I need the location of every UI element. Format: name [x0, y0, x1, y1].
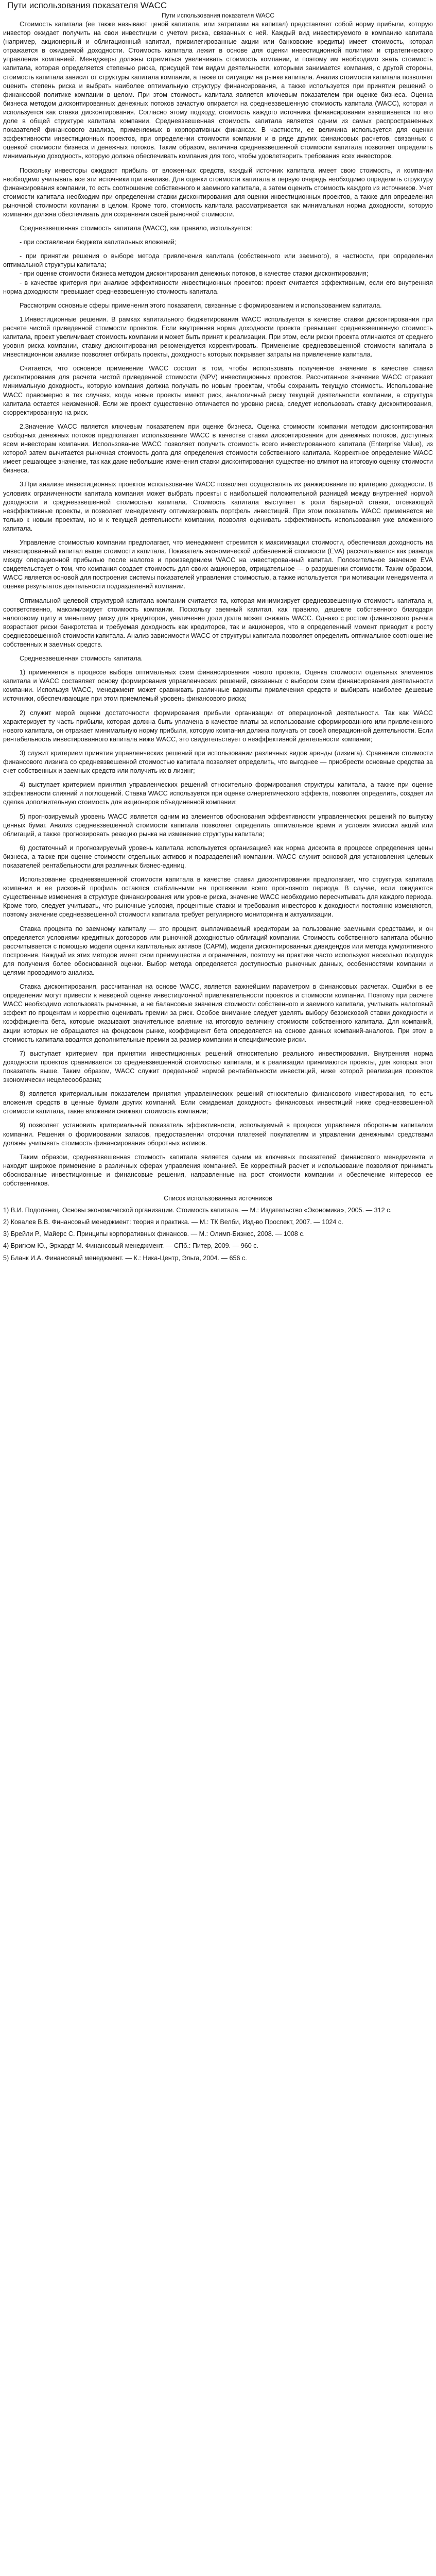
list-item: - при составлении бюджета капитальных вложений; — [20, 239, 177, 246]
references-list — [3, 1206, 433, 1262]
reference-item: 1) В.И. Подолянец. Основы экономической организации. Стоимость капитала. — М.: Издательство «Экономика», 2005. — 312 с. — [3, 1207, 392, 1214]
list-item: 5) прогнозируемый уровень WACC является одним из элементов обоснования эффективности управленческих решений по выпуску ценных бумаг. Анализ средневзвешенной стоимости капитала позволяет определить оптимальное время и условия эмиссии акций или облигаций, а также прогнозировать реакцию рынка на изменение структуры капитала; — [3, 812, 433, 838]
list-item: 4) выступает критерием принятия управленческих решений относительно формирования структуры капитала, а также при оценке эффективности слияний и поглощений. Ставка WACC используется при оценке синергетического эффекта, позволяя определить, создает ли сделка дополнительную стоимость для акционеров объединенной компании; — [3, 781, 433, 806]
paragraph: Ставка процента по заемному капиталу — это процент, выплачиваемый кредиторам за пользование заемными средствами, и он определяется условиями кредитных договоров или рыночной доходностью облигаций компании. Стоимость собственного капитала обычно рассчитывается с помощью модели оценки капитальных активов (CAPM), модели дисконтированных дивидендов или метода кумулятивного построения. Каждый из этих методов имеет свои преимущества и ограничения, поэтому на практике часто используют несколько подходов для получения более обоснованной оценки. Выбор метода определяется доступностью рыночных данных, особенностями компании и целями проводимого анализа. — [3, 925, 433, 976]
list-item: 1) применяется в процессе выбора оптимальных схем финансирования нового проекта. Оценка стоимости отдельных элементов капитала и WACC составляет основу формирования управленческих решений, связанных с выбором схем финансирования деятельности компании. Используя WACC, менеджмент может сравнивать различные варианты привлечения средств и выбирать наиболее дешевые источники, обеспечивающие при этом приемлемый уровень финансового риска; — [3, 669, 433, 703]
list-item: - при принятии решения о выборе метода привлечения капитала (собственного или заемного), в частности, при определении оптимальной структуры капитала; — [3, 252, 433, 269]
article-body — [3, 20, 433, 1263]
document-page — [0, 0, 436, 1268]
paragraph: Считается, что основное применение WACC состоит в том, чтобы использовать полученное значение в качестве ставки дисконтирования для расчета чистой приведенной стоимости (NPV) инвестиционных проектов. Рассчитанное значение WACC отражает минимальную доходность, которую компания должна получать по новым проектам, чтобы сохранить текущую стоимость. Использование WACC правомерно в тех случаях, когда новые проекты имеют риск, аналогичный риску текущей деятельности компании, а структура капитала остается неизменной. Если же проект существенно отличается по уровню риска, следует использовать ставку дисконтирования, скорректированную на риск. — [3, 365, 433, 416]
reference-item: 5) Бланк И.А. Финансовый менеджмент. — К.: Ника-Центр, Эльга, 2004. — 656 с. — [3, 1254, 247, 1262]
list-item: 2) служит мерой оценки достаточности формирования прибыли организации от операционной деятельности. Так как WACC характеризует ту часть прибыли, которая должна быть уплачена в качестве платы за использование сформированного или привлеченного нового капитала, он отражает минимальную норму прибыли, которую компания должна получать от своей операционной деятельности. Если рентабельность инвестированного капитала ниже WACC, это свидетельствует о неэффективной деятельности компании; — [3, 709, 433, 743]
list-item: 7) выступает критерием при принятии инвестиционных решений относительно реального инвестирования. Внутренняя норма доходности проектов сравнивается со средневзвешенной стоимостью капитала, и к реализации принимаются проекты, для которых этот показатель выше. Таким образом, WACC служит предельной нормой рентабельности инвестиций, ниже которой реализация проектов экономически нецелесообразна; — [3, 1049, 433, 1084]
paragraph: Использование средневзвешенной стоимости капитала в качестве ставки дисконтирования предполагает, что структура капитала компании и ее рисковый профиль остаются стабильными на протяжении всего прогнозного периода. В случае, если ожидаются существенные изменения в структуре финансирования или уровне риска, значение WACC необходимо пересчитывать для каждого периода. Кроме того, следует учитывать, что рыночные условия, процентные ставки и требования инвесторов к доходности постоянно изменяются, поэтому значение средневзвешенной стоимости капитала требует регулярного мониторинга и актуализации. — [3, 876, 433, 919]
paragraph: 3.При анализе инвестиционных проектов использование WACC позволяет осуществлять их ранжирование по критерию доходности. В условиях ограниченности капитала компания может выбрать проекты с наибольшей положительной разницей между внутренней нормой доходности и средневзвешенной стоимостью капитала. Стоимость капитала выступает в роли барьерной ставки, отсекающей неэффективные проекты, и позволяет менеджменту оптимизировать портфель инвестиций. При этом показатель WACC применяется не только к новым проектам, но и к текущей деятельности компании, позволяя оценивать эффективность использования уже вложенного капитала. — [3, 481, 433, 532]
paragraph: Таким образом, средневзвешенная стоимость капитала является одним из ключевых показателей финансового менеджмента и находит широкое применение в различных сферах управления компанией. Ее корректный расчет и использование позволяют принимать обоснованные инвестиционные и финансовые решения, направленные на рост стоимости компании и обеспечение интересов ее собственников. — [3, 1153, 433, 1187]
paragraph: Стоимость капитала (ее также называют ценой капитала, или затратами на капитал) представляет собой норму прибыли, которую инвестор ожидает получить на свои инвестиции с учетом риска, связанных с ней. Каждый вид инвестируемого в компанию капитала (например, акционерный и облигационный капитал, привилегированные акции или банковские кредиты) имеет стоимость, которая отражается в ожидаемой доходности. Стоимость капитала лежит в основе для оценки инвестиционной политики и стратегического управления компанией. Менеджеры должны стремиться увеличивать стоимость компании, и поэтому им необходимо знать стоимость капитала, которая определяется степенью риска, присущей тем видам деятельности, которыми занимается компания, с другой стороны, стоимость капитала зависит от структуры капитала компании, а также от ситуации на рынке капитала. Анализ стоимости капитала позволяет оценить степень риска и выбрать наиболее оптимальную структуру финансирования, а также используется при принятии решений о финансовой политике компании в целом. При этом стоимость капитала является ключевым показателем при оценке бизнеса. Оценка бизнеса методом дисконтированных денежных потоков зачастую опирается на средневзвешенную стоимость капитала (WACC), которая и используется как ставка дисконтирования. Согласно этому подходу, стоимость каждого источника финансирования взвешивается по его доле в общей структуре капитала компании. Средневзвешенная стоимость капитала является одним из самых распространенных показателей финансового анализа, применяемых в корпоративных финансах. В частности, ее величина используется для оценки эффективности инвестиционных проектов, при определении стоимости компании и в ряде других финансовых расчетов, связанных с оценкой стоимости бизнеса и денежных потоков. Таким образом, величина средневзвешенной стоимости капитала позволяет определить минимальную доходность, которую должна обеспечивать компания для того, чтобы удовлетворить требования всех инвесторов. — [3, 21, 433, 160]
page-title: Пути использования показателя WACC — [7, 1, 167, 10]
paragraph: Средневзвешенная стоимость капитала (WACC), как правило, используется: — [20, 225, 252, 232]
paragraph: Управление стоимостью компании предполагает, что менеджмент стремится к максимизации стоимости, обеспечивая доходность на инвестированный капитал выше стоимости капитала. Показатель экономической добавленной стоимости (EVA) рассчитывается как разница между операционной прибылью после налогов и произведением WACC на инвестированный капитал. Положительное значение EVA свидетельствует о том, что компания создает стоимость для своих акционеров, отрицательное — о разрушении стоимости. Таким образом, WACC является основой для построения системы показателей управления стоимостью, а также используется при мотивации менеджмента и оценке результатов деятельности подразделений компании. — [3, 538, 433, 590]
reference-item: 2) Ковалев В.В. Финансовый менеджмент: теория и практика. — М.: ТК Велби, Изд-во Проспект, 2007. — 1024 с. — [3, 1218, 343, 1226]
reference-item: 3) Брейли Р., Майерс С. Принципы корпоративных финансов. — М.: Олимп-Бизнес, 2008. — 1008 с. — [3, 1230, 305, 1238]
paragraph: Ставка дисконтирования, рассчитанная на основе WACC, является важнейшим параметром в финансовых расчетах. Ошибки в ее определении могут привести к неверной оценке инвестиционной привлекательности проектов и стоимости компании. Поэтому при расчете WACC необходимо использовать рыночные, а не балансовые значения стоимости собственного и заемного капитала, учитывать налоговый эффект по процентам и корректно оценивать премии за риск. Особое внимание следует уделять выбору безрисковой ставки доходности и коэффициента бета, которые оказывают значительное влияние на итоговую величину стоимости собственного капитала. Для компаний, акции которых не обращаются на фондовом рынке, коэффициент бета определяется на основе данных компаний-аналогов. При этом в стоимость капитала вводятся дополнительные премии за размер компании и специфические риски. — [3, 983, 433, 1043]
reference-item: 4) Бригхэм Ю., Эрхардт М. Финансовый менеджмент. — СПб.: Питер, 2009. — 960 с. — [3, 1242, 259, 1250]
paragraph: Поскольку инвесторы ожидают прибыль от вложенных средств, каждый источник капитала имеет свою стоимость, и компании необходимо учитывать все эти источники при анализе. Для оценки стоимости капитала в первую очередь необходимо определить структуру финансирования компании, то есть соотношение собственного и заемного капитала, а затем оценить стоимость каждого из источников. Учет стоимости капитала необходим при определении ставки дисконтирования для оценки инвестиционных проектов, а также для определения рыночной стоимости компании в целом. Кроме того, стоимость капитала рассматривается как минимальная норма доходности, которую компания должна обеспечивать для сохранения своей рыночной стоимости. — [3, 166, 433, 218]
paragraph: 2.Значение WACC является ключевым показателем при оценке бизнеса. Оценка стоимости компании методом дисконтирования свободных денежных потоков предполагает использование WACC в качестве ставки дисконтирования для денежных потоков, доступных всем инвесторам компании. Использование WACC позволяет получить стоимость всего инвестированного капитала (Enterprise Value), из которой затем вычитается рыночная стоимость долга для определения стоимости собственного капитала. Корректное определение WACC имеет решающее значение, так как даже небольшие изменения ставки дисконтирования существенно влияют на итоговую оценку стоимости бизнеса. — [3, 422, 433, 474]
list-item: 6) достаточный и прогнозируемый уровень капитала используется организацией как норма дисконта в процессе определения цены бизнеса, а также при оценке стоимости отдельных активов и подразделений компании. WACC служит основой для установления целевых показателей рентабельности для различных бизнес-единиц. — [3, 844, 433, 869]
list-item: 9) позволяет установить критериальный показатель эффективности, используемый в процессе управления оборотным капиталом компании. Решения о формировании запасов, предоставлении отсрочки платежей покупателям и управлении денежными средствами должны учитывать стоимость финансирования оборотных активов. — [3, 1122, 433, 1147]
paragraph: Рассмотрим основные сферы применения этого показателя, связанные с формированием и использованием капитала. — [20, 301, 382, 309]
list-item: 3) служит критерием принятия управленческих решений при использовании различных видов аренды (лизинга). Сравнение стоимости финансового лизинга со средневзвешенной стоимостью капитала позволяет определить, что выгоднее — приобрести основные средства за счет собственных и заемных средств или получить их в лизинг; — [3, 749, 433, 775]
list-item: - при оценке стоимости бизнеса методом дисконтирования денежных потоков, в качестве ставки дисконтирования; — [20, 270, 369, 278]
page-subtitle: Пути использования показателя WACC — [162, 12, 274, 19]
paragraph: Средневзвешенная стоимость капитала. — [20, 655, 143, 663]
references-heading: Список использованных источников — [164, 1195, 272, 1202]
list-item: 8) является критериальным показателем принятия управленческих решений относительно финансового инвестирования, то есть вложения средств в ценные бумаги других компаний. Если ожидаемая доходность финансовых инвестиций ниже средневзвешенной стоимости капитала, такие вложения снижают стоимость компании; — [3, 1090, 433, 1115]
paragraph: Оптимальной целевой структурой капитала компании считается та, которая минимизирует средневзвешенную стоимость капитала и, соответственно, максимизирует стоимость компании. Поскольку заемный капитал, как правило, дешевле собственного благодаря налоговому щиту и меньшему риску для кредиторов, увеличение доли долга может снижать WACC. Однако с ростом финансового рычага возрастают риски банкротства и требуемая доходность как кредиторов, так и акционеров, что в определенный момент приводит к росту средневзвешенной стоимости капитала. Анализ зависимости WACC от структуры капитала позволяет определить оптимальное соотношение собственных и заемных средств. — [3, 597, 433, 648]
paragraph: 1.Инвестиционные решения. В рамках капитального бюджетирования WACC используется в качестве ставки дисконтирования при расчете чистой приведенной стоимости проектов. Если внутренняя норма доходности проекта превышает средневзвешенную стоимость капитала, проект увеличивает стоимость компании и может быть принят к реализации. При этом, если риски проекта отличаются от среднего уровня риска компании, ставку дисконтирования рекомендуется корректировать. Применение средневзвешенной стоимости капитала в инвестиционном анализе позволяет отбирать проекты, доходность которых покрывает затраты на привлечение капитала. — [3, 315, 433, 359]
list-item: - в качестве критерия при анализе эффективности инвестиционных проектов: проект считается эффективным, если его внутренняя норма доходности превышает средневзвешенную стоимость капитала. — [3, 279, 433, 295]
